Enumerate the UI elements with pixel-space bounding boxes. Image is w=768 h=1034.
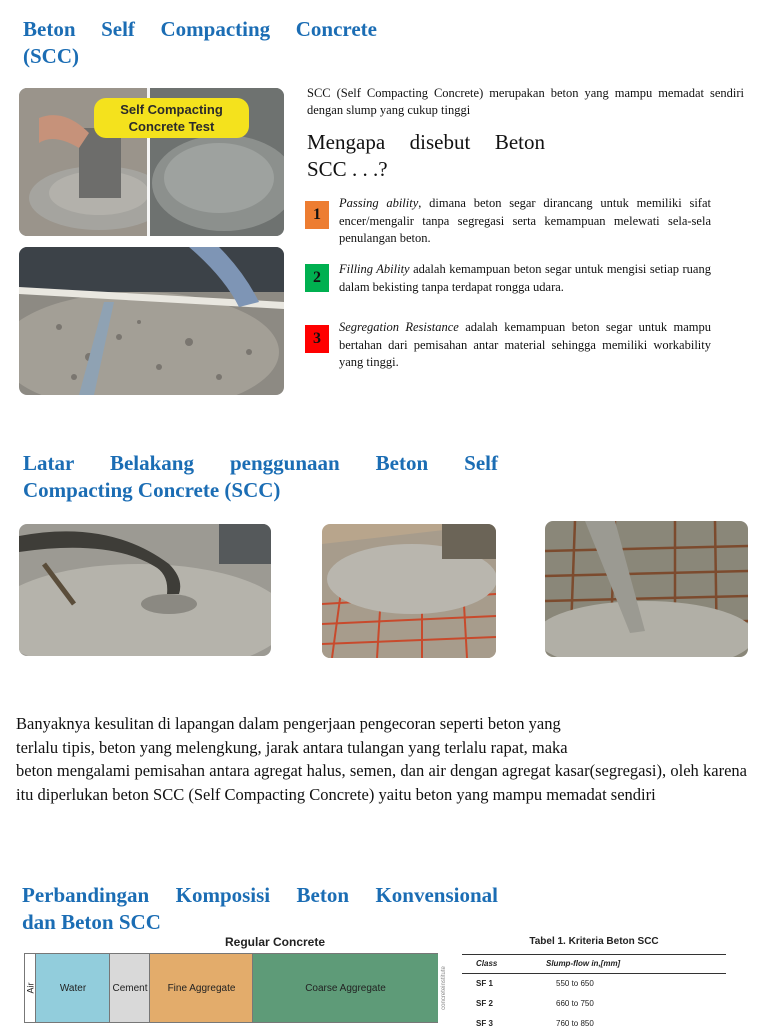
segment-air: Air — [25, 954, 35, 1022]
row-2-class: SF 2 — [476, 999, 493, 1008]
section3-title-line1: Perbandingan Komposisi Beton Konvensional — [22, 883, 498, 907]
row-3-value: 760 to 850 — [556, 1019, 594, 1028]
section2-title-line1: Latar Belakang penggunaan Beton Self — [23, 451, 498, 475]
item-3-desc: adalah kemampuan beton segar untuk mampu bertahan dari pemisahan antar material sehingga memiliki workability yang tinggi. — [339, 320, 711, 369]
background-paragraph — [16, 712, 747, 806]
item-2-badge: 2 — [305, 264, 329, 292]
table-row — [462, 1014, 726, 1034]
item-2-text — [339, 261, 711, 296]
row-3-class: SF 3 — [476, 1019, 493, 1028]
item-3-term: Segregation Resistance — [339, 320, 459, 334]
section3-title-line2: dan Beton SCC — [22, 910, 161, 934]
badge-line2: Concrete Test — [128, 119, 215, 134]
table-row — [462, 994, 726, 1014]
why-heading-line2: SCC . . .? — [307, 157, 388, 181]
item-2-term: Filling Ability — [339, 262, 410, 276]
why-heading-line1: Mengapa disebut Beton — [307, 130, 545, 154]
section2-title — [23, 450, 498, 504]
section1-title — [23, 16, 377, 70]
badge-line1: Self Compacting — [120, 102, 223, 117]
pouring-photo-2 — [322, 524, 496, 658]
section3-title — [22, 882, 498, 936]
header-slump-flow: Slump-flow in,[mm] — [546, 959, 621, 968]
composition-bar — [24, 953, 438, 1023]
segment-coarse-aggregate: Coarse Aggregate — [252, 954, 438, 1022]
scc-intro: SCC (Self Compacting Concrete) merupakan beton yang mampu memadat sendiri dengan slump yang cukup tinggi — [307, 86, 744, 117]
item-1-badge: 1 — [305, 201, 329, 229]
regular-concrete-title: Regular Concrete — [224, 935, 326, 949]
item-1-desc: , dimana beton segar dirancang untuk memiliki sifat encer/mengalir tanpa segregasi serta kemampuan melewati sela-sela penulangan beton. — [339, 196, 711, 245]
bar-watermark: concreteinstitute — [441, 966, 447, 1010]
slump-test-photo — [19, 88, 284, 236]
item-3-text — [339, 319, 711, 372]
section1-title-line1: Beton Self Compacting Concrete — [23, 17, 377, 41]
item-1-text — [339, 195, 711, 248]
slump-flow-measure-photo — [19, 247, 284, 395]
item-2-desc: adalah kemampuan beton segar untuk mengisi setiap ruang dalam bekisting tanpa terdapat rongga udara. — [339, 262, 711, 294]
pouring-photo-1 — [19, 524, 271, 656]
row-1-class: SF 1 — [476, 979, 493, 988]
segment-cement: Cement — [109, 954, 150, 1022]
row-2-value: 660 to 750 — [556, 999, 594, 1008]
section1-title-line2: (SCC) — [23, 44, 79, 68]
pouring-photo-3 — [545, 521, 748, 657]
paragraph-line2: terlalu tipis, beton yang melengkung, jarak antara tulangan yang terlalu rapat, maka — [16, 737, 568, 757]
why-heading — [307, 129, 545, 183]
paragraph-rest: beton mengalami pemisahan antara agregat halus, semen, dan air dengan agregat kasar(segregasi), oleh karena itu diperlukan beton SCC (Self Compacting Concrete) yaitu beton yang mampu memadat sendiri — [16, 761, 747, 804]
paragraph-line1: Banyaknya kesulitan di lapangan dalam pengerjaan pengecoran seperti beton yang — [16, 714, 561, 733]
row-1-value: 550 to 650 — [556, 979, 594, 988]
table-row — [462, 974, 726, 994]
table-header — [462, 954, 726, 974]
scc-criteria-table — [462, 934, 726, 1034]
table-title: Tabel 1. Kriteria Beton SCC — [529, 936, 659, 947]
segment-fine-aggregate: Fine Aggregate — [149, 954, 253, 1022]
item-3-badge: 3 — [305, 325, 329, 353]
header-class: Class — [476, 959, 498, 968]
item-1-term: Passing ability — [339, 196, 419, 210]
segment-water: Water — [35, 954, 110, 1022]
section2-title-line2: Compacting Concrete (SCC) — [23, 478, 281, 502]
